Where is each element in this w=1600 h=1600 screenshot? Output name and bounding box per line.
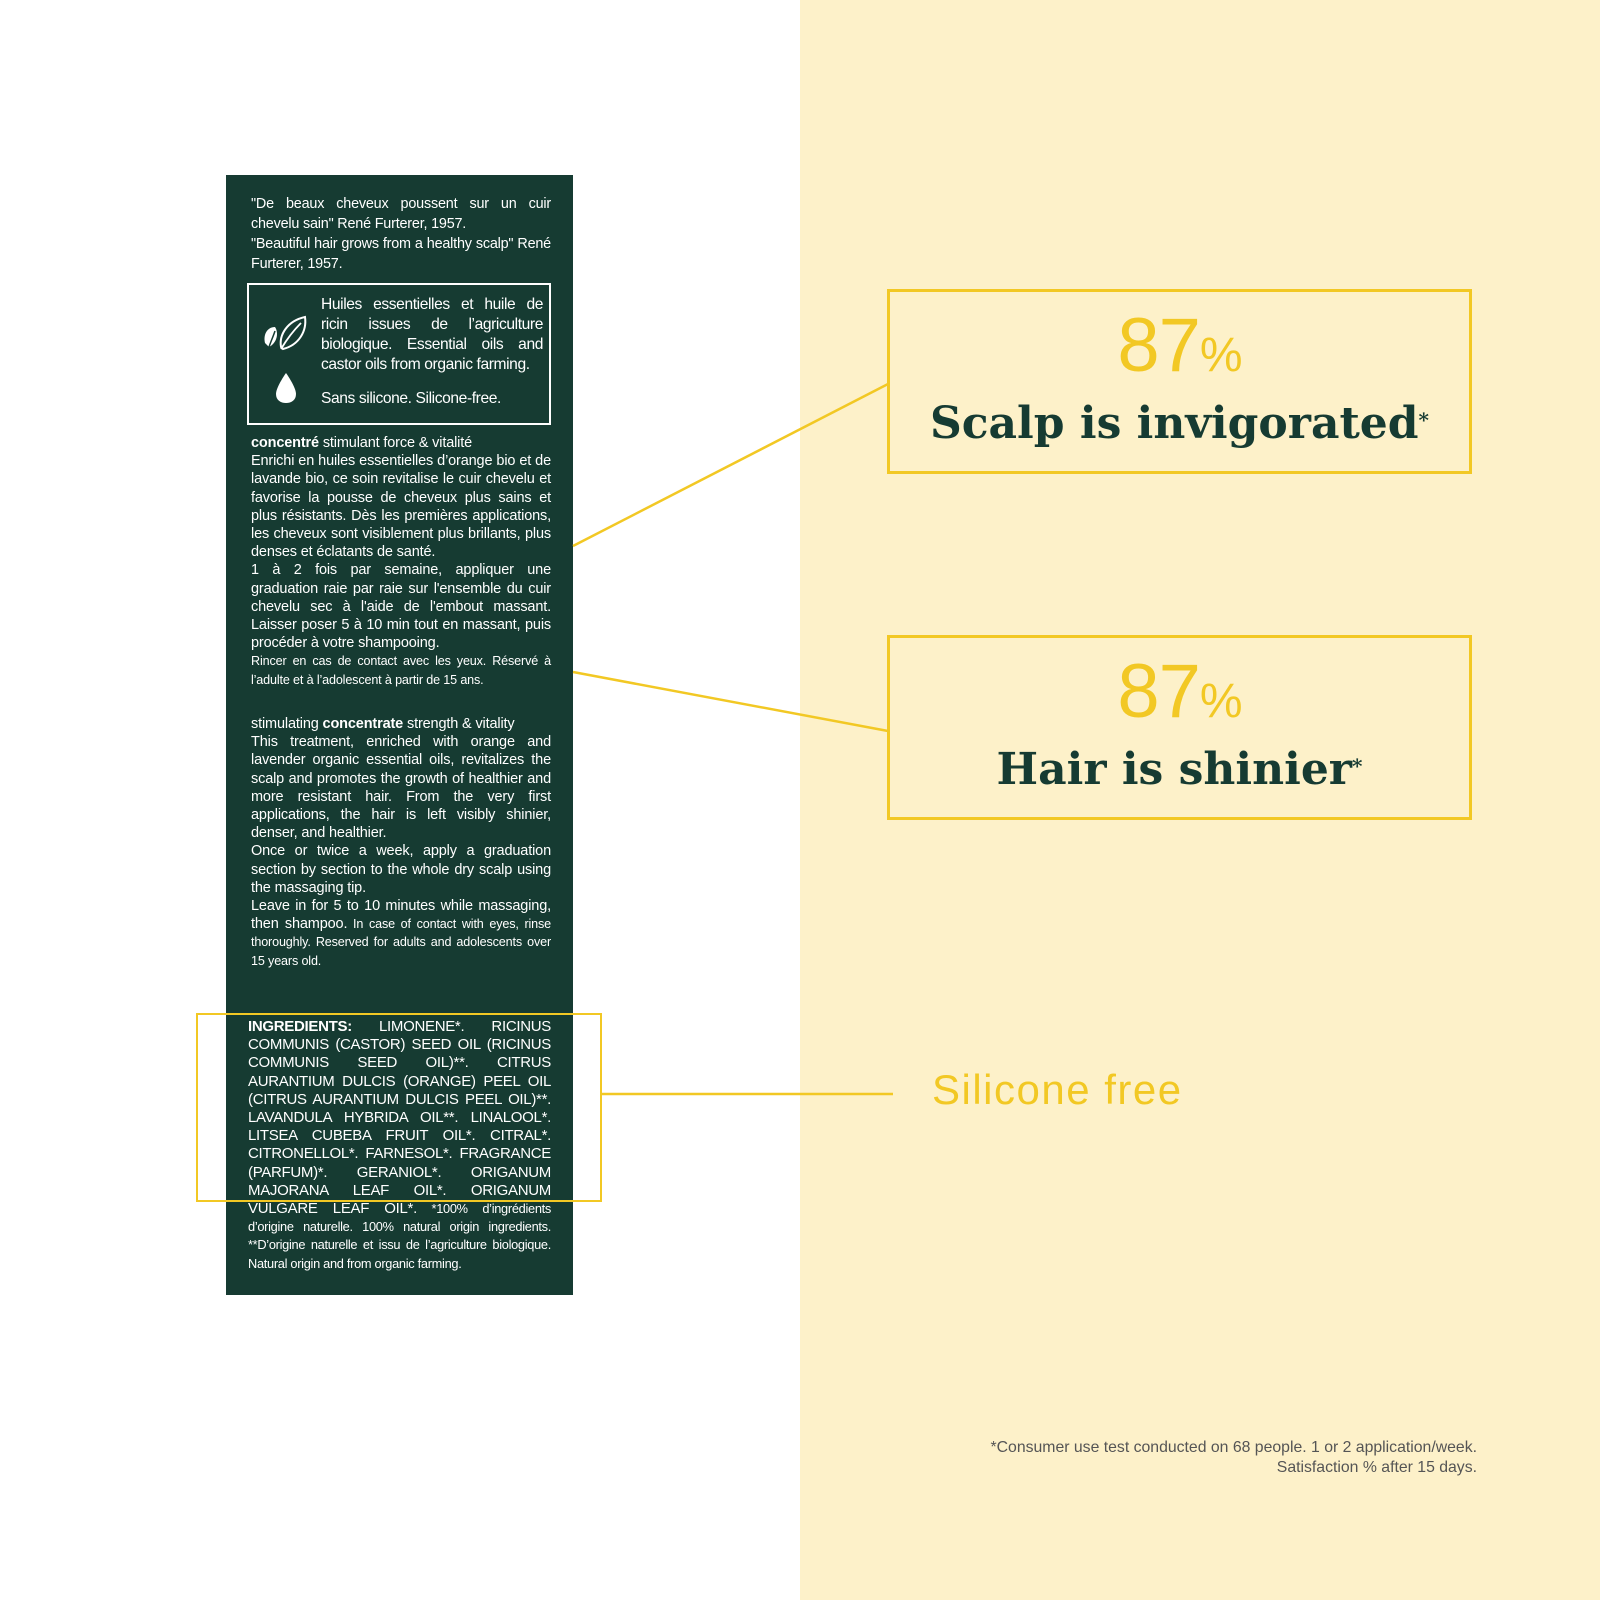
claim-percent xyxy=(890,303,1469,396)
drop-icon xyxy=(273,371,299,405)
fr-usage: 1 à 2 fois par semaine, appliquer une graduation raie par raie sur l'ensemble du cuir chevelu sec à l'aide de l'embout massant. Laisser poser 5 à 10 min tout en massant, puis procéder à votre shampooing. xyxy=(251,562,551,652)
en-title xyxy=(251,715,551,733)
organic-text: Huiles essentielles et huile de ricin issues de l’agriculture biologique. Essential oils and castor oils from organic farming. xyxy=(321,296,543,373)
organic-text-block xyxy=(321,295,543,409)
quote-fr: "De beaux cheveux poussent sur un cuir chevelu sain" René Furterer, 1957. xyxy=(251,196,551,232)
en-title-rest: strength & vitality xyxy=(403,716,515,732)
footnote-line-2: Satisfaction % after 15 days. xyxy=(1276,1459,1477,1476)
fr-warning: Rincer en cas de contact avec les yeux. Réservé à l’adulte et à l’adolescent à partir de 15 ans. xyxy=(251,654,551,687)
ingredients-heading: INGREDIENTS: xyxy=(248,1018,352,1035)
footnote-line-1: *Consumer use test conducted on 68 people. 1 or 2 application/week. xyxy=(990,1439,1477,1456)
en-title-pre: stimulating xyxy=(251,716,323,732)
fr-title-bold: concentré xyxy=(251,435,319,451)
claim-box-shine xyxy=(887,635,1472,820)
en-usage-1: Once or twice a week, apply a graduation section by section to the whole dry scalp using the massaging tip. xyxy=(251,843,551,896)
quote-en: "Beautiful hair grows from a healthy scalp" René Furterer, 1957. xyxy=(251,236,551,272)
english-description xyxy=(251,715,551,970)
fr-title-rest: stimulant force & vitalité xyxy=(318,435,473,451)
claim-asterisk: * xyxy=(1418,408,1430,432)
claim-text xyxy=(890,742,1469,798)
claim-text-value: Scalp is invigorated xyxy=(929,398,1419,449)
silicone-free-callout: Silicone free xyxy=(932,1066,1183,1113)
footnote xyxy=(990,1438,1477,1478)
en-warning: In case of contact with eyes, rinse thoroughly. Reserved for adults and adolescents over 15 years old. xyxy=(251,917,551,968)
silicone-free-label-text: Sans silicone. Silicone-free. xyxy=(321,390,501,407)
fr-description: Enrichi en huiles essentielles d’orange bio et de lavande bio, ce soin revitalise le cuir chevelu et favorise la pousse de cheveux plus sains et plus résistants. Dès les premières applications, les cheveux sont visiblement plus brillants, plus denses et éclatants de santé. xyxy=(251,453,551,561)
ingredients-highlight-frame xyxy=(196,1013,602,1202)
claim-box-scalp xyxy=(887,289,1472,474)
claim-percent-value: 87 xyxy=(1117,303,1200,388)
french-description xyxy=(251,434,551,689)
en-title-bold: concentrate xyxy=(322,716,404,732)
fr-title xyxy=(251,434,551,452)
claim-asterisk: * xyxy=(1352,754,1363,778)
en-usage-2-text: Leave in for 5 to 10 minutes while massaging, then shampoo. xyxy=(251,898,551,933)
organic-info-box xyxy=(247,283,551,425)
en-description: This treatment, enriched with orange and lavender organic essential oils, revitalizes the scalp and promotes the growth of healthier and more resistant hair. From the very first applications, the hair is left visibly shinier, denser, and healthier. xyxy=(251,734,551,842)
claim-percent-sign: % xyxy=(1199,329,1242,382)
claim-percent-sign: % xyxy=(1199,675,1242,728)
en-usage-2 xyxy=(251,897,551,970)
label-quote xyxy=(251,194,551,274)
leaf-icon xyxy=(261,313,309,353)
claim-text xyxy=(890,396,1469,452)
claim-percent-value: 87 xyxy=(1117,649,1200,734)
claim-percent xyxy=(890,649,1469,742)
ingredients-list: LIMONENE*. RICINUS COMMUNIS (CASTOR) SEED OIL (RICINUS COMMUNIS SEED OIL)**. CITRUS AURANTIUM DULCIS (ORANGE) PEEL OIL (CITRUS AURANTIUM DULCIS PEEL OIL)**. LAVANDULA HYBRIDA OIL**. LINALOOL*. LITSEA CUBEBA FRUIT OIL*. CITRAL*. CITRONELLOL*. FARNESOL*. FRAGRANCE (PARFUM)*. GERANIOL*. ORIGANUM MAJORANA LEAF OIL*. ORIGANUM VULGARE LEAF OIL*. xyxy=(248,1018,551,1218)
ingredients-notes: *100% d’ingrédients d’origine naturelle. 100% natural origin ingredients. **D’origine naturelle et issu de l’agriculture biologique. Natural origin and from organic farming. xyxy=(248,1201,551,1271)
claim-text-value: Hair is shinier xyxy=(996,744,1352,795)
